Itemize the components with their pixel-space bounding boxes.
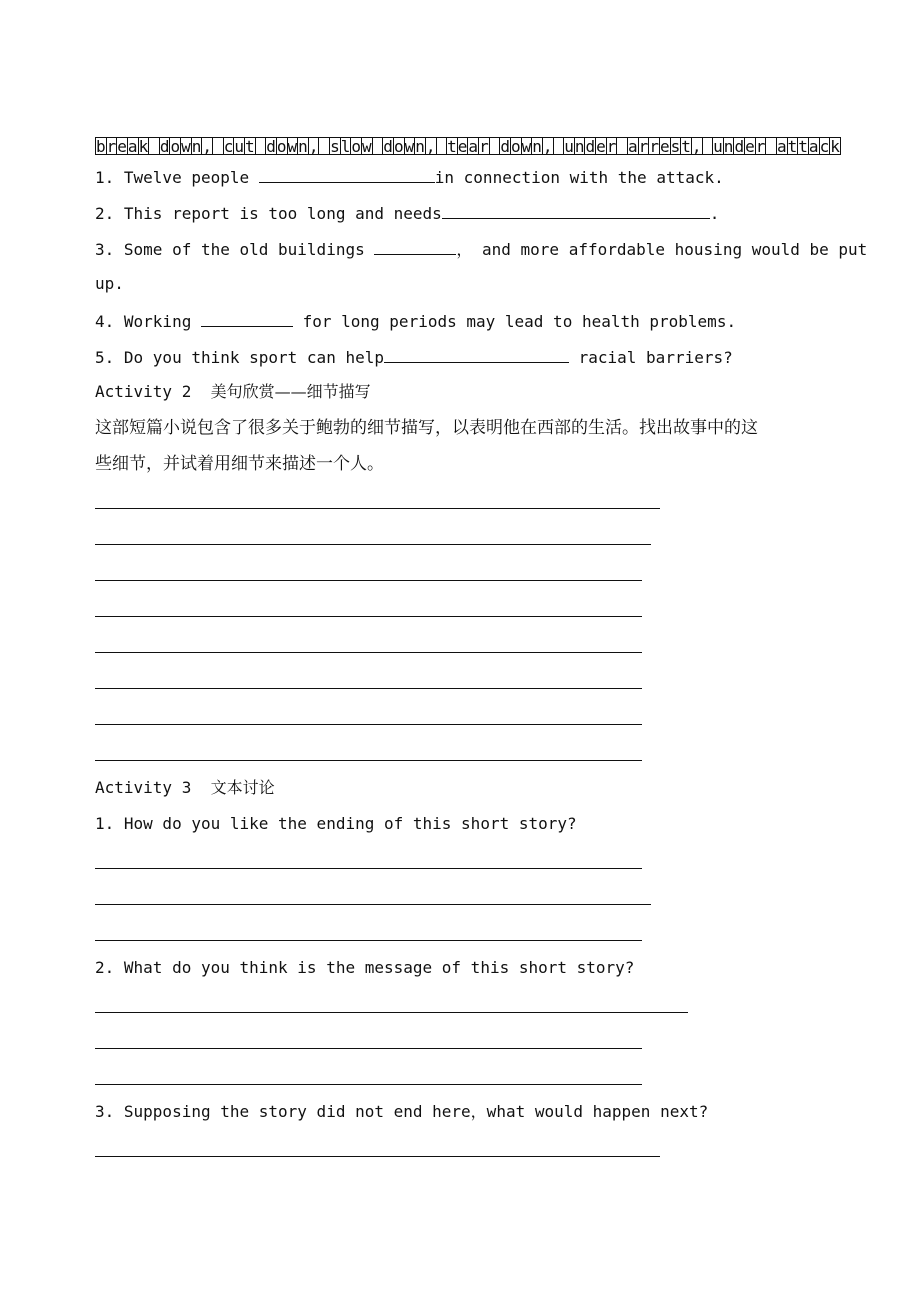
answer-blank-4[interactable] [201, 310, 293, 327]
question-3-tail: ， and more affordable housing would be put [456, 240, 868, 259]
writing-line[interactable] [95, 508, 660, 509]
answer-blank-3[interactable] [374, 238, 456, 255]
question-3-text: 3. Some of the old buildings [95, 240, 375, 259]
answer-blank-5[interactable] [384, 346, 569, 363]
word-bank-char: a [777, 137, 787, 156]
writing-line[interactable] [95, 1048, 642, 1049]
word-bank-char: t [787, 137, 798, 156]
question-2 [95, 202, 719, 224]
word-bank-char: s [670, 137, 681, 156]
discussion-question-3: 3. Supposing the story did not end here，what would happen next? [95, 1102, 709, 1121]
word-bank-char: r [606, 137, 617, 156]
word-bank-char: d [585, 137, 596, 156]
word-bank-char: u [713, 137, 723, 156]
writing-line[interactable] [95, 580, 642, 581]
word-bank-char: e [745, 137, 755, 156]
word-bank-char: w [521, 137, 532, 156]
word-bank-char: , [202, 137, 213, 156]
writing-line[interactable] [95, 940, 642, 941]
writing-line[interactable] [95, 1012, 688, 1013]
writing-line[interactable] [95, 688, 642, 689]
writing-line[interactable] [95, 724, 642, 725]
word-bank-char: c [223, 137, 234, 156]
activity-2-title: 美句欣赏——细节描写 [210, 382, 371, 401]
word-bank-char: k [830, 137, 840, 156]
word-bank-char: n [415, 137, 425, 156]
word-bank-char: d [159, 137, 170, 156]
word-bank-char: b [96, 137, 106, 156]
word-bank-char: o [276, 137, 287, 156]
question-3-continuation: up. [95, 274, 124, 293]
word-bank-char: r [649, 137, 659, 156]
writing-line[interactable] [95, 904, 651, 905]
word-bank-char: o [170, 137, 181, 156]
word-bank-char: w [362, 137, 372, 156]
writing-line[interactable] [95, 1084, 642, 1085]
word-bank-char: n [723, 137, 734, 156]
activity-2-label: Activity 2 [95, 382, 192, 401]
writing-line[interactable] [95, 760, 642, 761]
word-bank-char: n [574, 137, 585, 156]
word-bank-char: t [447, 137, 457, 156]
word-bank-char: , [425, 137, 436, 156]
word-bank-char: c [819, 137, 830, 156]
word-bank-char: a [127, 137, 138, 156]
word-bank-char: a [628, 137, 638, 156]
word-bank-char: o [510, 137, 521, 156]
word-bank-char: r [106, 137, 117, 156]
word-bank-char: e [117, 137, 127, 156]
answer-blank-2[interactable] [442, 202, 710, 219]
question-4 [95, 310, 736, 332]
question-5-tail: racial barriers? [568, 348, 733, 367]
question-1 [95, 166, 724, 188]
word-bank-char: d [734, 137, 745, 156]
word-bank-char: n [532, 137, 542, 156]
word-bank-char: n [191, 137, 202, 156]
activity-2-desc-line-2: 些细节，并试着用细节来描述一个人。 [95, 454, 384, 474]
writing-line[interactable] [95, 652, 642, 653]
word-bank-char: , [691, 137, 702, 156]
word-bank-char: a [808, 137, 819, 156]
word-bank-char: s [330, 137, 340, 156]
activity-2-heading [95, 382, 371, 402]
question-1-text: 1. Twelve people [95, 168, 259, 187]
word-bank-char: l [340, 137, 351, 156]
question-4-text: 4. Working [95, 312, 201, 331]
question-2-text: 2. This report is too long and needs [95, 204, 442, 223]
activity-3-heading [95, 778, 275, 798]
word-bank-char: k [138, 137, 149, 156]
activity-2-desc-line-1: 这部短篇小说包含了很多关于鲍勃的细节描写，以表明他在西部的生活。找出故事中的这 [95, 418, 758, 438]
word-bank-char: n [298, 137, 308, 156]
word-bank-char: e [596, 137, 606, 156]
word-bank-char: w [287, 137, 298, 156]
word-bank-char: , [542, 137, 553, 156]
word-bank [95, 137, 920, 157]
discussion-question-2: 2. What do you think is the message of this short story? [95, 958, 635, 977]
word-bank-char: a [468, 137, 479, 156]
activity-3-title: 文本讨论 [210, 778, 275, 797]
word-bank-char: o [393, 137, 404, 156]
question-1-tail: in connection with the attack. [434, 168, 724, 187]
word-bank-char: w [404, 137, 415, 156]
discussion-question-1: 1. How do you like the ending of this short story? [95, 814, 577, 833]
word-bank-char: e [457, 137, 468, 156]
question-4-tail: for long periods may lead to health problems. [292, 312, 737, 331]
word-bank-char: w [181, 137, 191, 156]
word-bank-char: u [234, 137, 244, 156]
word-bank-char: t [681, 137, 691, 156]
writing-line[interactable] [95, 616, 642, 617]
word-bank-char: u [564, 137, 574, 156]
word-bank-char: t [798, 137, 808, 156]
word-bank-char: t [244, 137, 255, 156]
writing-line[interactable] [95, 1156, 660, 1157]
word-bank-char: r [638, 137, 649, 156]
question-3 [95, 238, 867, 260]
word-bank-char: r [755, 137, 766, 156]
answer-blank-1[interactable] [259, 166, 435, 183]
writing-line[interactable] [95, 868, 642, 869]
word-bank-char: d [500, 137, 510, 156]
word-bank-char: e [659, 137, 670, 156]
activity-3-label: Activity 3 [95, 778, 192, 797]
word-bank-char: d [266, 137, 276, 156]
question-5 [95, 346, 733, 368]
writing-line[interactable] [95, 544, 651, 545]
word-bank-char: d [383, 137, 393, 156]
word-bank-char: r [479, 137, 489, 156]
word-bank-char: o [351, 137, 362, 156]
word-bank-char: , [308, 137, 319, 156]
question-2-tail: . [709, 204, 720, 223]
question-5-text: 5. Do you think sport can help [95, 348, 384, 367]
